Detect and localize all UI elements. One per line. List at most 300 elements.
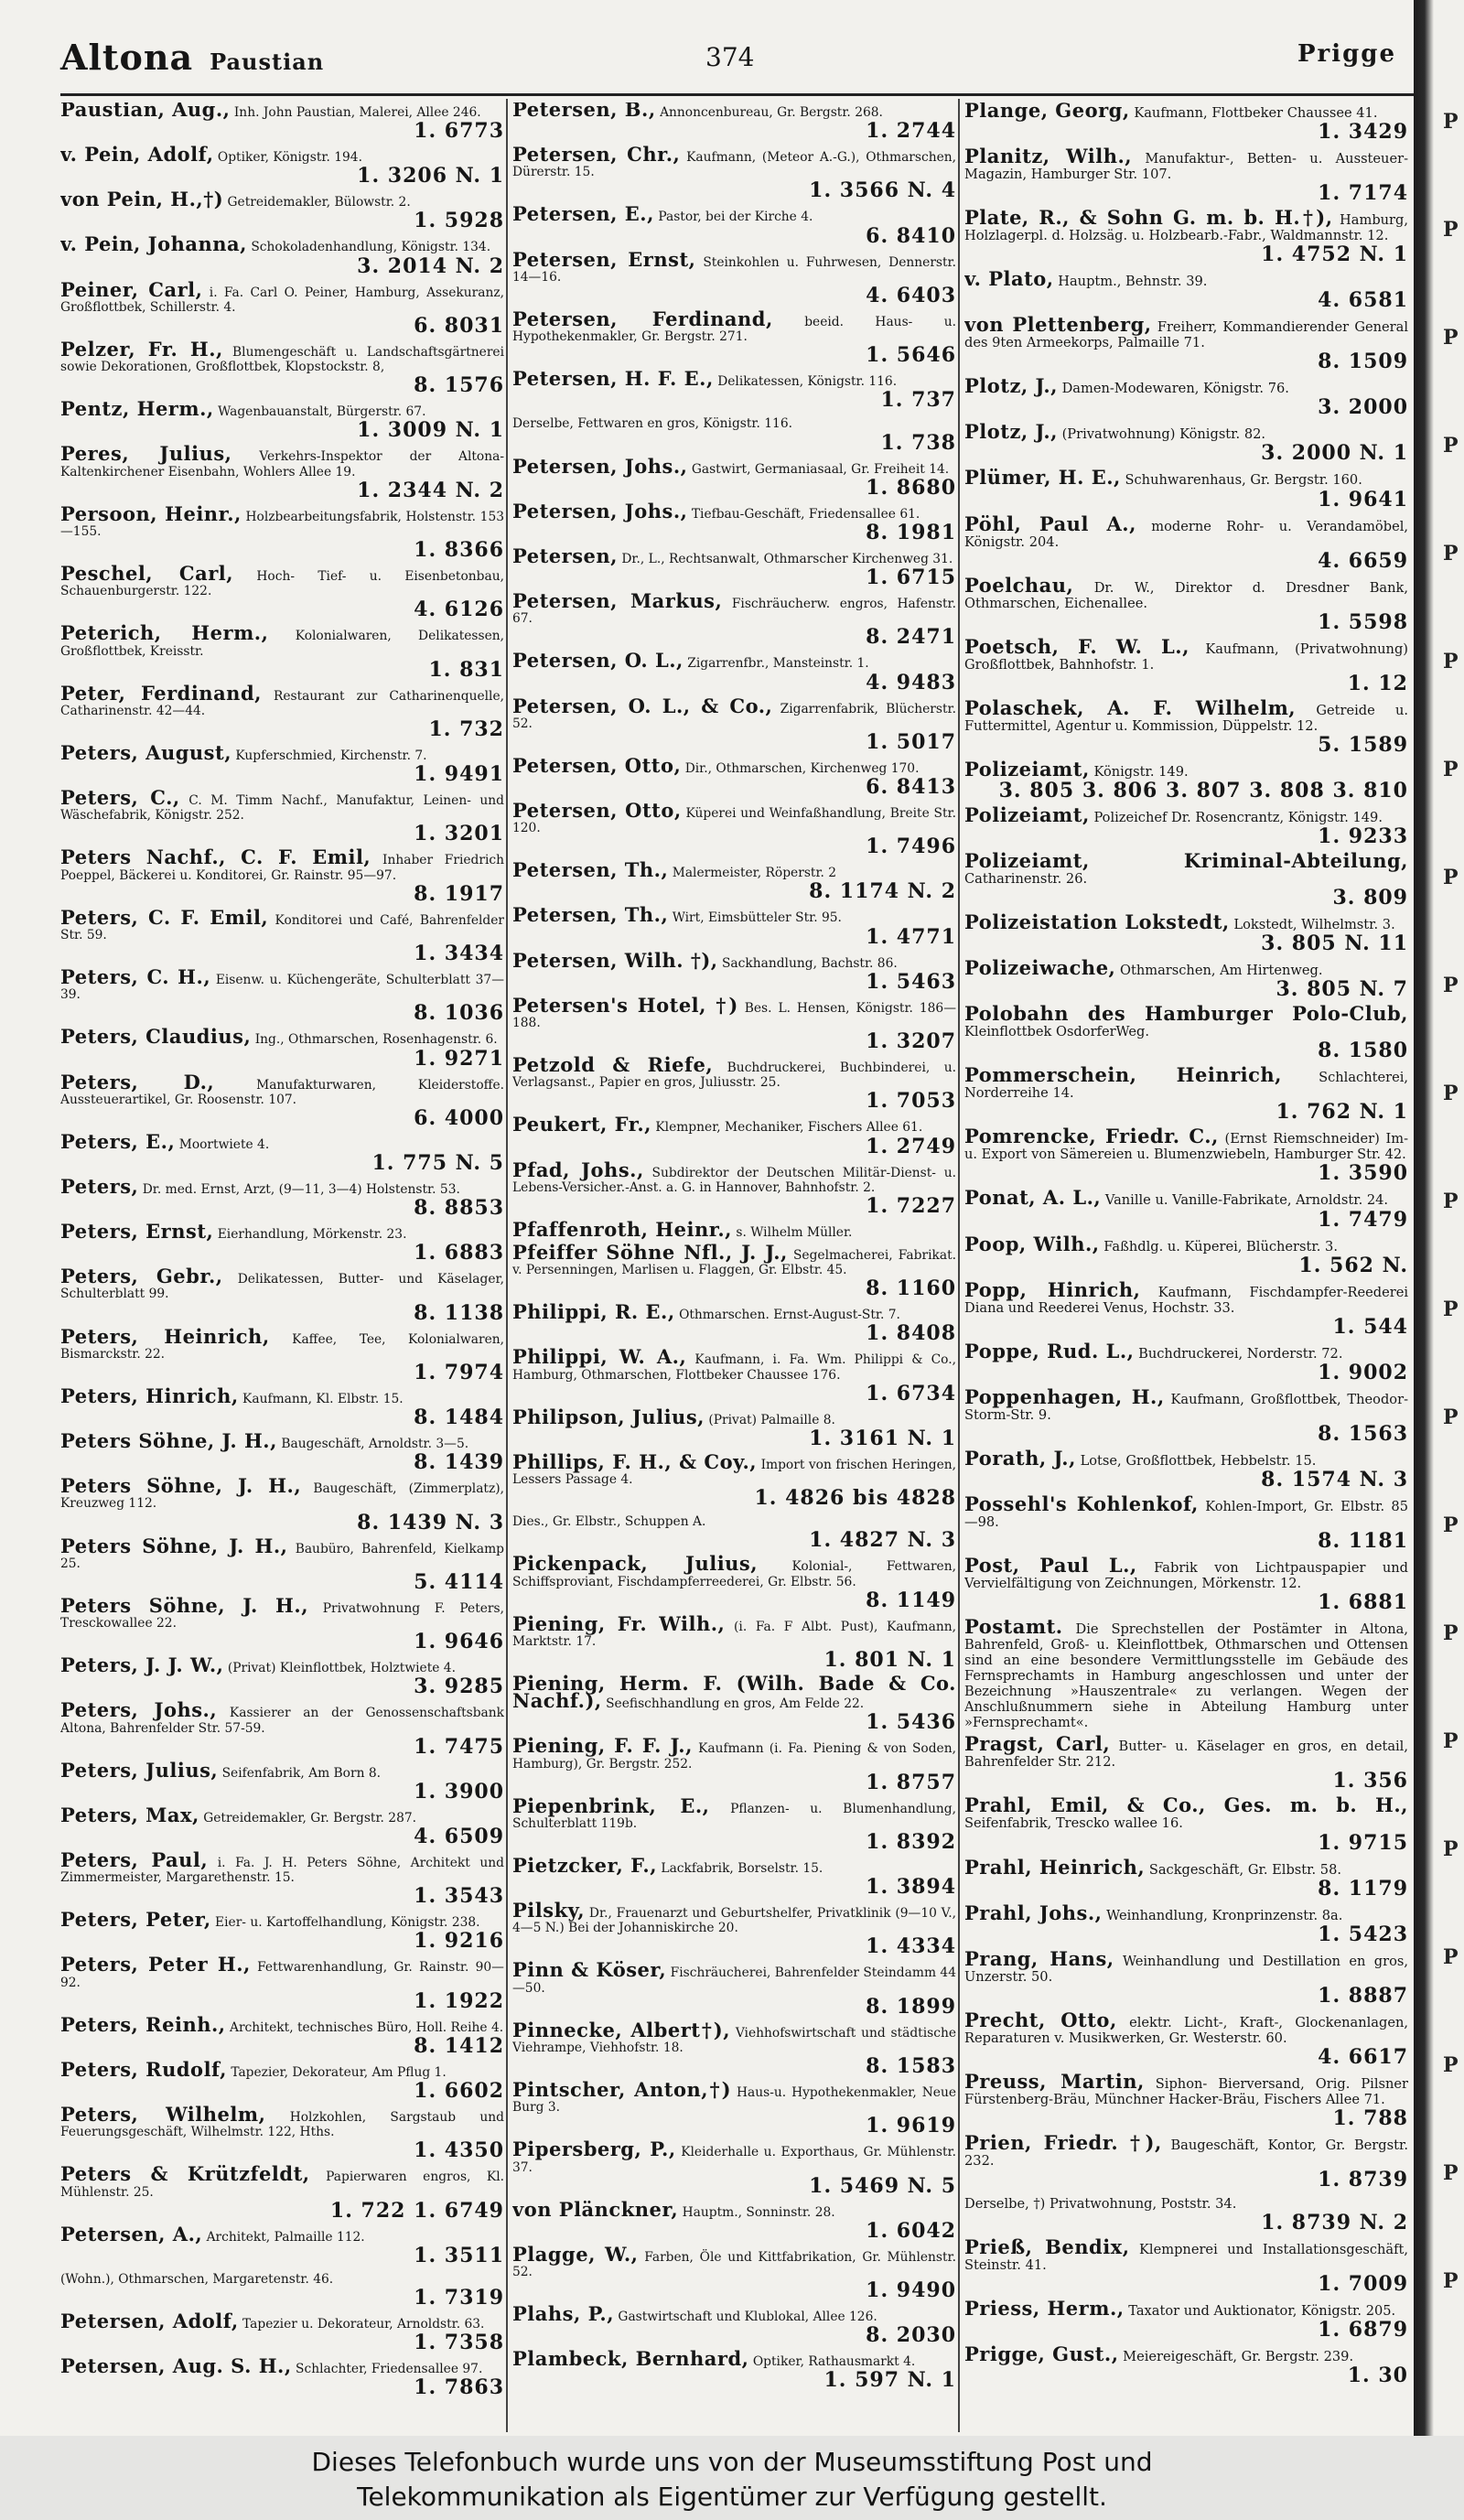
- entry-phone-number: 1. 8887: [1318, 1983, 1408, 2008]
- entry-phone-number: 8. 1484: [414, 1405, 504, 1430]
- entry-phone-number: 1. 5017: [866, 729, 956, 754]
- entry-name: Peters Söhne, J. H.,: [60, 1474, 302, 1498]
- entry-name: Poppe, Rud. L.,: [964, 1339, 1135, 1362]
- directory-entry: [964, 1384, 1408, 1446]
- entry-description: Butter- u. Käselager en gros, en detail, Bahrenfelder Str. 212.: [964, 1739, 1408, 1771]
- entry-name: Prang, Hans,: [964, 1946, 1114, 1970]
- last-entry-name: Prigge: [1297, 40, 1396, 68]
- entry-phone-number: 4. 6617: [1318, 2044, 1408, 2069]
- footer-notice: [0, 2436, 1464, 2520]
- entry-description: Schlachter, Friedensallee 97.: [296, 2362, 483, 2377]
- entry-name: Petersen, O. L., & Co.,: [512, 694, 773, 717]
- entry-phone-number: 8. 1580: [1318, 1039, 1408, 1063]
- entry-phone-number: 1. 7479: [1318, 1207, 1408, 1232]
- entry-name: Prieß, Bendix,: [964, 2235, 1130, 2259]
- directory-entry: [512, 416, 956, 453]
- directory-entry: [964, 267, 1408, 313]
- directory-entry: [512, 1958, 956, 2019]
- entry-phone-number: 1. 4350: [414, 2138, 504, 2163]
- entry-name: Polizeiamt, Kriminal-Abteilung,: [964, 848, 1408, 872]
- entry-name: Post, Paul L.,: [964, 1553, 1137, 1577]
- directory-entry: [964, 1186, 1408, 1232]
- binding-letter: P: [1443, 110, 1459, 134]
- entry-name: Petersen, O. L.,: [512, 649, 684, 673]
- directory-entry: [512, 454, 956, 500]
- directory-entry: [60, 337, 504, 398]
- directory-entry: [60, 1698, 504, 1759]
- entry-name: Petersen's Hotel, †): [512, 993, 738, 1017]
- directory-entry: [512, 753, 956, 799]
- entry-phone-number: 8. 1179: [1318, 1876, 1408, 1901]
- entry-description: Eier- u. Kartoffelhandlung, Königstr. 238.: [215, 1915, 480, 1931]
- entry-name: Prahl, Johs.,: [964, 1901, 1103, 1924]
- directory-entry: [60, 1908, 504, 1954]
- entry-name: Peters, E.,: [60, 1129, 176, 1153]
- entry-name: Pipersberg, P.,: [512, 2138, 676, 2161]
- entry-description: Optiker, Königstr. 194.: [217, 150, 362, 166]
- footer-line-2: Telekommunikation als Eigentümer zur Verfügung gestellt.: [357, 2482, 1107, 2512]
- entry-description: Lotse, Großflottbek, Hebbelstr. 15.: [1080, 1452, 1317, 1469]
- entry-phone-number: 1. 831: [428, 657, 504, 682]
- entry-name: Polizeiwache,: [964, 956, 1116, 980]
- binding-letter: P: [1443, 1729, 1459, 1753]
- entry-phone-number: 1. 3207: [866, 1029, 956, 1054]
- entry-description: Wagenbauanstalt, Bürgerstr. 67.: [218, 404, 426, 420]
- directory-entry: [512, 1514, 956, 1551]
- entry-phone-number: 1. 6883: [414, 1241, 504, 1265]
- entry-description: Kolonialwaren, Delikatessen, Großflottbek, Kreisstr.: [60, 629, 504, 659]
- entry-name: Petersen, Otto,: [512, 798, 682, 822]
- binding-letter: P: [1443, 1190, 1459, 1213]
- binding-letter: P: [1443, 650, 1459, 673]
- entry-description: Holzbearbeitungsfabrik, Holstenstr. 153—155.: [60, 509, 504, 539]
- directory-entry: [964, 420, 1408, 466]
- directory-entry: [60, 2310, 504, 2355]
- entry-description: Getreidemakler, Gr. Bergstr. 287.: [203, 1810, 417, 1825]
- entry-phone-number: 1. 30: [1347, 2364, 1408, 2388]
- entry-phone-number: 1. 4827 N. 3: [809, 1528, 956, 1553]
- entry-phone-number: 1. 7863: [414, 2375, 504, 2400]
- entry-phone-number: 1. 3429: [1318, 120, 1408, 145]
- directory-entry: [964, 910, 1408, 956]
- entry-description: Architekt, technisches Büro, Holl. Reihe 4.: [230, 2019, 504, 2035]
- directory-entry: [964, 695, 1408, 757]
- entry-description: beeid. Haus- u. Hypothekenmakler, Gr. Bergstr. 271.: [512, 314, 956, 345]
- directory-entry: [60, 188, 504, 233]
- entry-description: Catharinenstr. 26.: [964, 871, 1088, 888]
- entry-description: Annoncenbureau, Gr. Bergstr. 268.: [660, 105, 883, 120]
- entry-phone-number: 1. 5423: [1318, 1922, 1408, 1946]
- entry-description: Kaufmann, Großflottbek, Theodor-Storm-Str. 9.: [964, 1391, 1408, 1423]
- directory-entry: [60, 1847, 504, 1909]
- entry-phone-number: 8. 1160: [866, 1276, 956, 1301]
- directory-entry: [964, 757, 1408, 802]
- entry-name: Pommerschein, Heinrich,: [964, 1063, 1282, 1087]
- entry-phone-number: 1. 7475: [414, 1734, 504, 1759]
- entry-phone-number: 8. 1174 N. 2: [809, 879, 956, 904]
- directory-entry: [60, 1265, 504, 1325]
- directory-entry: [512, 367, 956, 413]
- entry-phone-number: 1. 6881: [1318, 1590, 1408, 1615]
- directory-entry: [964, 466, 1408, 512]
- directory-entry: [60, 681, 504, 741]
- entry-description: Vanille u. Vanille-Fabrikate, Arnoldstr. 24.: [1104, 1192, 1389, 1209]
- entry-phone-number: 1. 3009 N. 1: [357, 418, 504, 443]
- entry-description: Freiherr, Kommandierender General des 9ten Armeekorps, Palmaille 71.: [964, 319, 1408, 351]
- entry-phone-number: 1. 7053: [866, 1089, 956, 1114]
- entry-name: Polizeiamt,: [964, 757, 1090, 781]
- entry-description: Baugeschäft, Arnoldstr. 3—5.: [281, 1437, 469, 1452]
- place-name: Altona: [60, 37, 194, 78]
- entry-description: Kaufmann, (Privatwohnung) Großflottbek, Bahnhofstr. 1.: [964, 641, 1408, 673]
- entry-name: Petersen, Ferdinand,: [512, 307, 773, 330]
- entry-description: Dies., Gr. Elbstr., Schuppen A.: [512, 1514, 706, 1530]
- entry-phone-number: 1. 8739: [1318, 2168, 1408, 2192]
- entry-name: Petzold & Riefe,: [512, 1053, 714, 1077]
- entry-name: Plange, Georg,: [964, 102, 1130, 122]
- entry-description: Delikatessen, Königstr. 116.: [717, 374, 898, 390]
- entry-phone-number: 1. 7009: [1318, 2272, 1408, 2297]
- entry-description: Kaufmann, i. Fa. Wm. Philippi & Co., Hamburg, Othmarschen, Flottbeker Chaussee 176.: [512, 1352, 956, 1383]
- directory-entry: [964, 2069, 1408, 2130]
- entry-name: Pöhl, Paul A.,: [964, 512, 1136, 535]
- entry-description: Subdirektor der Deutschen Militär-Dienst- u. Lebens-Versicher.-Anst. a. G. in Hannover, Bahnhofstr. 2.: [512, 1165, 956, 1195]
- entry-description: Kassierer an der Genossenschaftsbank Altona, Bahrenfelder Str. 57-59.: [60, 1706, 504, 1736]
- entry-description: Inh. John Paustian, Malerei, Allee 246.: [233, 105, 481, 120]
- directory-entry: [60, 2272, 504, 2309]
- directory-entry: [60, 2222, 504, 2267]
- entry-name: Peters, Heinrich,: [60, 1324, 270, 1348]
- entry-description: Tapezier u. Dekorateur, Arnoldstr. 63.: [242, 2317, 485, 2332]
- directory-entry: [964, 145, 1408, 206]
- entry-description: Steinkohlen u. Fuhrwesen, Dennerstr. 14—16.: [512, 254, 956, 285]
- entry-name: Persoon, Heinr.,: [60, 501, 242, 525]
- entry-name: Petersen, Aug. S. H.,: [60, 2354, 292, 2378]
- entry-name: Petersen, Johs.,: [512, 454, 688, 478]
- entry-phone-number: 1. 12: [1347, 671, 1408, 695]
- entry-description: Konditorei und Café, Bahrenfelder Str. 59.: [60, 912, 504, 942]
- entry-description: Seifenfabrik, Trescko wallee 16.: [964, 1815, 1183, 1832]
- entry-name: Precht, Otto,: [964, 2008, 1117, 2031]
- entry-description: (i. Fa. F Albt. Pust), Kaufmann, Marktstr. 17.: [512, 1619, 956, 1649]
- entry-phone-number: 1. 738: [880, 430, 956, 455]
- entry-phone-number: 8. 1036: [414, 1001, 504, 1026]
- entry-name: Petersen,: [512, 544, 618, 567]
- directory-entry: [512, 1672, 956, 1735]
- directory-entry: [60, 1220, 504, 1265]
- entry-phone-number: 1. 4771: [866, 924, 956, 949]
- directory-entry: [512, 2018, 956, 2079]
- directory-entry: [512, 993, 956, 1054]
- directory-entry: [512, 1300, 956, 1346]
- first-entry-name: Paustian: [210, 48, 325, 75]
- directory-entry: [512, 1611, 956, 1673]
- entry-description: Lokstedt, Wilhelmstr. 3.: [1233, 917, 1395, 933]
- directory-entry: [964, 1855, 1408, 1901]
- entry-name: Poelchau,: [964, 573, 1074, 597]
- entry-name: Phillips, F. H., & Coy.,: [512, 1449, 758, 1473]
- entry-name: Polizeiamt,: [964, 802, 1090, 826]
- entry-name: Ponat, A. L.,: [964, 1186, 1102, 1210]
- entry-description: s. Wilhelm Müller.: [736, 1224, 853, 1240]
- entry-name: Philipson, Julius,: [512, 1405, 705, 1428]
- entry-phone-number: 4. 6581: [1318, 288, 1408, 313]
- entry-phone-number: 1. 8392: [866, 1829, 956, 1854]
- directory-entry: [964, 2196, 1408, 2234]
- entry-phone-number: 3. 809: [1332, 886, 1408, 910]
- directory-entry: [512, 1345, 956, 1405]
- entry-name: von Plettenberg,: [964, 313, 1152, 337]
- entry-phone-number: 8. 1574 N. 3: [1261, 1467, 1408, 1492]
- directory-entry: [512, 499, 956, 544]
- directory-entry: [512, 589, 956, 650]
- entry-phone-number: 1. 6715: [866, 565, 956, 590]
- entry-name: Peukert, Fr.,: [512, 1113, 651, 1136]
- entry-name: Pietzcker, F.,: [512, 1853, 658, 1877]
- entry-description: Tapezier, Dekorateur, Am Pflug 1.: [231, 2064, 447, 2080]
- entry-name: Plate, R., & Sohn G. m. b. H.†),: [964, 206, 1333, 230]
- entry-description: Zigarrenfabrik, Blücherstr. 52.: [512, 701, 956, 731]
- entry-phone-number: 1. 4752 N. 1: [1261, 242, 1408, 267]
- directory-entry: [512, 1241, 956, 1301]
- entry-description: Buchdruckerei, Buchbinderei, u. Verlagsanst., Papier en gros, Juliusstr. 25.: [512, 1061, 956, 1091]
- entry-phone-number: 1. 9233: [1318, 824, 1408, 848]
- directory-entry: [60, 621, 504, 682]
- directory-entry: [60, 442, 504, 502]
- binding-letter: P: [1443, 2161, 1459, 2185]
- entry-phone-number: 1. 9646: [414, 1630, 504, 1654]
- entry-name: Pinn & Köser,: [512, 1958, 667, 1982]
- entry-name: v. Plato,: [964, 267, 1054, 291]
- entry-name: Pfaffenroth, Heinr.,: [512, 1217, 732, 1241]
- entry-phone-number: 8. 2471: [866, 625, 956, 650]
- entry-name: Peters, Rudolf,: [60, 2057, 227, 2081]
- directory-entry: [60, 232, 504, 278]
- binding-letter: P: [1443, 1082, 1459, 1105]
- directory-entry: [60, 102, 504, 142]
- binding-letter: P: [1443, 974, 1459, 997]
- entry-phone-number: 1. 8739 N. 2: [1261, 2211, 1408, 2235]
- entry-description: (Privat) Kleinflottbek, Holztwiete 4.: [227, 1661, 456, 1676]
- entry-description: Taxator und Auktionator, Königstr. 205.: [1128, 2303, 1396, 2320]
- entry-phone-number: 8. 1899: [866, 1994, 956, 2019]
- directory-entry: [964, 956, 1408, 1002]
- entry-description: Tiefbau-Geschäft, Friedensallee 61.: [691, 506, 920, 522]
- entry-description: Architekt, Palmaille 112.: [206, 2229, 365, 2245]
- page-number: 374: [705, 42, 755, 72]
- entry-description: Optiker, Rathausmarkt 4.: [752, 2354, 916, 2370]
- entry-name: Peters, D.,: [60, 1070, 215, 1093]
- directory-entry: [512, 1552, 956, 1612]
- entry-description: Schokoladenhandlung, Königstr. 134.: [251, 240, 491, 255]
- directory-entry: [60, 562, 504, 622]
- entry-description: Dir., Othmarschen, Kirchenweg 170.: [684, 760, 920, 776]
- binding-letter: P: [1443, 434, 1459, 458]
- entry-phone-number: 8. 1439: [414, 1450, 504, 1475]
- entry-description: Fabrik von Lichtpauspapier und Vervielfältigung von Zeichnungen, Mörkenstr. 12.: [964, 1559, 1408, 1591]
- entry-description: Kleiderhalle u. Exporthaus, Gr. Mühlenstr. 37.: [512, 2145, 956, 2175]
- entry-name: Peters, Max,: [60, 1803, 199, 1826]
- entry-description: Siphon- Bierversand, Orig. Pilsner Fürstenberg-Bräu, Münchner Hacker-Bräu, Fischers Allee 71.: [964, 2075, 1408, 2107]
- entry-name: Peters, C. H.,: [60, 965, 211, 989]
- entry-description: Kaufmann, Kl. Elbstr. 15.: [242, 1391, 404, 1406]
- entry-phone-number: 1. 737: [880, 388, 956, 413]
- entry-phone-number: 1. 3566 N. 4: [809, 178, 956, 203]
- entry-name: Popp, Hinrich,: [964, 1277, 1141, 1301]
- directory-entry: [964, 634, 1408, 695]
- entry-phone-number: 1. 8408: [866, 1321, 956, 1346]
- entry-description: Baugeschäft, Kontor, Gr. Bergstr. 232.: [964, 2137, 1408, 2169]
- directory-entry: [964, 573, 1408, 634]
- entry-name: Prien, Friedr. †),: [964, 2130, 1162, 2154]
- entry-description: Eisenw. u. Küchengeräte, Schulterblatt 37—39.: [60, 973, 504, 1003]
- entry-phone-number: 8. 8853: [414, 1196, 504, 1221]
- entry-name: Peters Söhne, J. H.,: [60, 1534, 288, 1557]
- entry-phone-number: 8. 1981: [866, 520, 956, 544]
- directory-entry: [60, 786, 504, 846]
- directory-entry: [512, 202, 956, 248]
- directory-entry: [60, 1758, 504, 1804]
- entry-description: Die Sprechstellen der Postämter in Altona, Bahrenfeld, Groß- u. Kleinflottbek, Othmarschen und Ottensen sind an eine besondere Vermittlungsstelle im Gebäude des Fernsprechamts in Hamburg angeschlossen und unter der Bezeichnung »Hauszentrale« zu verlangen. Wegen der Anschlußnummern siehe in Abteilung Hamburg unter »Fernsprechamt«.: [964, 1621, 1408, 1731]
- entry-description: i. Fa. Carl O. Peiner, Hamburg, Assekuranz, Großflottbek, Schillerstr. 4.: [60, 285, 504, 315]
- directory-entry: [512, 1053, 956, 1114]
- entry-phone-number: 1. 6734: [866, 1381, 956, 1405]
- entry-description: Dr., Frauenarzt und Geburtshelfer, Privatklinik (9—10 V., 4—5 N.) Bei der Johanniskirche 20.: [512, 1906, 956, 1936]
- entry-phone-number: 1. 3434: [414, 942, 504, 966]
- directory-entry: [512, 1217, 956, 1241]
- entry-phone-number: 3. 2000 N. 1: [1261, 441, 1408, 466]
- directory-entry: [60, 1129, 504, 1175]
- entry-phone-number: 6. 8410: [866, 223, 956, 248]
- entry-name: Petersen, B.,: [512, 102, 656, 121]
- book-binding-edge: [1414, 0, 1464, 2436]
- entry-name: Peter, Ferdinand,: [60, 681, 262, 705]
- entry-phone-number: 1. 562 N.: [1298, 1253, 1408, 1277]
- entry-phone-number: 3. 2014 N. 2: [357, 253, 504, 278]
- directory-entry: [60, 1534, 504, 1594]
- entry-description: Dr. med. Ernst, Arzt, (9—11, 3—4) Holstenstr. 53.: [142, 1182, 460, 1197]
- entry-name: Plümer, H. E.,: [964, 466, 1121, 490]
- entry-description: (Privat) Palmaille 8.: [708, 1412, 835, 1427]
- entry-description: Dr. W., Direktor d. Dresdner Bank, Othmarschen, Eichenallee.: [964, 579, 1408, 611]
- directory-entry: [964, 2008, 1408, 2069]
- directory-entry: [964, 2342, 1408, 2388]
- directory-entry: [512, 694, 956, 754]
- entry-phone-number: 1. 9216: [414, 1929, 504, 1954]
- entry-name: Plahs, P.,: [512, 2302, 615, 2326]
- directory-entry: [60, 2162, 504, 2223]
- entry-name: von Pein, H.,†): [60, 188, 224, 211]
- entry-description: Faßhdlg. u. Küperei, Blücherstr. 3.: [1103, 1238, 1338, 1255]
- directory-entry: [964, 1446, 1408, 1492]
- entry-name: Pelzer, Fr. H.,: [60, 337, 223, 361]
- directory-entry: [964, 1125, 1408, 1186]
- directory-entry: [60, 1474, 504, 1535]
- entry-name: Pilsky,: [512, 1899, 586, 1922]
- entry-phone-number: 1. 6602: [414, 2079, 504, 2104]
- entry-description: Lackfabrik, Borselstr. 15.: [661, 1860, 824, 1876]
- directory-entry: [60, 2354, 504, 2400]
- entry-description: Delikatessen, Butter- und Käselager, Schulterblatt 99.: [60, 1272, 504, 1302]
- entry-description: Othmarschen. Ernst-August-Str. 7.: [679, 1308, 900, 1323]
- entry-name: Polizeistation Lokstedt,: [964, 910, 1230, 934]
- entry-name: Peters & Krützfeldt,: [60, 2162, 310, 2186]
- entry-name: Petersen, Markus,: [512, 589, 723, 613]
- directory-entry: [512, 143, 956, 203]
- entry-name: Peters Söhne, J. H.,: [60, 1593, 308, 1617]
- binding-letter: P: [1443, 758, 1459, 781]
- directory-entry: [964, 2297, 1408, 2342]
- entry-phone-number: 8. 1563: [1318, 1421, 1408, 1446]
- directory-entry: [964, 802, 1408, 848]
- entry-phone-number: 1. 3900: [414, 1779, 504, 1804]
- entry-phone-number: 1. 5646: [866, 343, 956, 368]
- directory-entry: [512, 2078, 956, 2138]
- directory-entry: [60, 905, 504, 966]
- entry-name: Petersen, Otto,: [512, 753, 682, 777]
- directory-entry: [512, 544, 956, 590]
- directory-entry: [512, 1113, 956, 1158]
- entry-description: Getreide u. Futtermittel, Agentur u. Kommission, Düppelstr. 12.: [964, 702, 1408, 734]
- entry-description: Gastwirtschaft und Klublokal, Allee 126.: [618, 2310, 877, 2325]
- entry-description: Inhaber Friedrich Poeppel, Bäckerei u. Konditorei, Gr. Rainstr. 95—97.: [60, 853, 504, 883]
- entry-phone-number: 1. 6042: [866, 2218, 956, 2243]
- entry-phone-number: 4. 6509: [414, 1824, 504, 1848]
- directory-entry: [964, 1793, 1408, 1855]
- directory-entry: [512, 2197, 956, 2243]
- entry-name: Petersen, Wilh. †),: [512, 948, 718, 972]
- entry-description: Sackgeschäft, Gr. Elbstr. 58.: [1148, 1861, 1342, 1878]
- binding-letter: P: [1443, 1945, 1459, 1969]
- entry-name: Philippi, R. E.,: [512, 1300, 675, 1324]
- entry-description: Damen-Modewaren, Königstr. 76.: [1061, 381, 1289, 397]
- directory-entry: [512, 1853, 956, 1900]
- entry-phone-number: 8. 1439 N. 3: [357, 1510, 504, 1535]
- directory-entry: [60, 2103, 504, 2163]
- entry-description: Fischräucherw. engros, Hafenstr. 67.: [512, 597, 956, 627]
- entry-description: Kaffee, Tee, Kolonialwaren, Bismarckstr. 22.: [60, 1331, 504, 1362]
- directory-entry: [60, 1025, 504, 1071]
- directory-entry: [512, 858, 956, 904]
- directory-entry: [964, 848, 1408, 910]
- entry-phone-number: 8. 1149: [866, 1588, 956, 1612]
- directory-entry: [964, 2130, 1408, 2192]
- entry-name: Peters, Paul,: [60, 1847, 209, 1871]
- page-header: [60, 37, 1405, 95]
- entry-description: Meiereigeschäft, Gr. Bergstr. 239.: [1123, 2349, 1354, 2365]
- entry-phone-number: 1. 7174: [1318, 181, 1408, 206]
- entry-phone-number: 1. 6773: [414, 119, 504, 144]
- entry-name: von Plänckner,: [512, 2197, 679, 2221]
- directory-entry: [964, 1492, 1408, 1553]
- directory-entry: [512, 247, 956, 307]
- entry-phone-number: 1. 775 N. 5: [371, 1151, 504, 1175]
- entry-phone-number: 1. 5463: [866, 969, 956, 994]
- entry-name: Peres, Julius,: [60, 442, 232, 466]
- entry-name: Peters, Hinrich,: [60, 1384, 239, 1407]
- directory-entry: [60, 397, 504, 443]
- directory-column-2: [512, 102, 956, 2436]
- entry-name: Peters, Peter H.,: [60, 1953, 251, 1976]
- entry-description: Kaufmann, (Meteor A.-G.), Othmarschen, Dürerstr. 15.: [512, 150, 956, 180]
- entry-description: Hoch- Tief- u. Eisenbetonbau, Schauenburgerstr. 122.: [60, 569, 504, 599]
- entry-phone-number: 8. 1181: [1318, 1528, 1408, 1553]
- binding-letter: P: [1443, 1621, 1459, 1645]
- entry-name: Piening, Herm. F. (Wilh. Bade & Co. Nachf.),: [512, 1672, 956, 1713]
- entry-phone-number: 5. 1589: [1318, 732, 1408, 757]
- directory-entry: [60, 2012, 504, 2058]
- directory-entry: [60, 1384, 504, 1430]
